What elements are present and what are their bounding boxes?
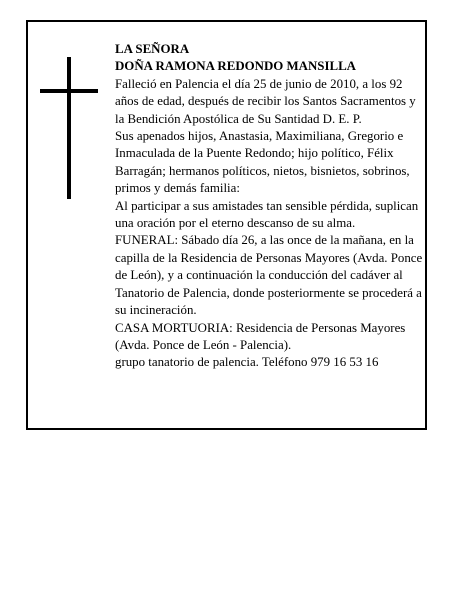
deceased-name: DOÑA RAMONA REDONDO MANSILLA (115, 59, 356, 74)
obituary-text (115, 41, 425, 372)
funeral-details: FUNERAL: Sábado día 26, a las once de la mañana, en la capilla de la Residencia de Personas Mayores (Avda. Ponce de León), y a continuación la conducción del cadáver al Tanatorio de Palencia, donde posteriormente se procederá a su incineración. (115, 233, 423, 318)
prayer-request: Al participar a sus amistades tan sensible pérdida, suplican una oración por el eterno descanso de su alma. (115, 198, 419, 231)
mortuary-address: CASA MORTUORIA: Residencia de Personas Mayores (Avda. Ponce de León - Palencia). (115, 320, 406, 352)
heading-prefix: LA SEÑORA (115, 42, 190, 56)
family-list: Sus apenados hijos, Anastasia, Maximiliana, Gregorio e Inmaculada de la Puente Redondo; hijo político, Félix Barragán; hermanos políticos, nietos, bisnietos, sobrinos, primos y demás familia: (115, 129, 410, 196)
death-announcement: Falleció en Palencia el día 25 de junio de 2010, a los 92 años de edad, después de recibir los Santos Sacramentos y la Bendición Apostólica de Su Santidad D. E. P. (115, 76, 416, 126)
funeral-home-contact: grupo tanatorio de palencia. Teléfono 979 16 53 16 (115, 355, 379, 370)
cross-vertical-bar (67, 57, 71, 199)
obituary-notice-frame (26, 20, 427, 430)
cross-horizontal-bar (40, 89, 98, 93)
